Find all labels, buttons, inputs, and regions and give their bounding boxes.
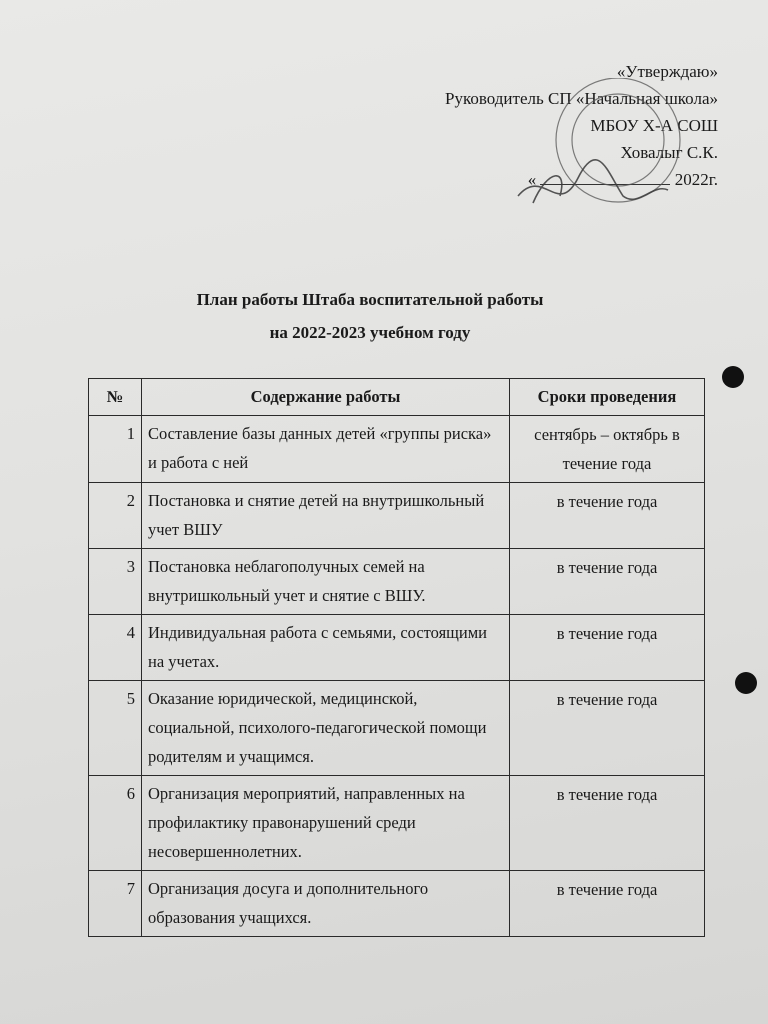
table-row — [89, 483, 705, 549]
row-term: в течение года — [510, 681, 705, 776]
approval-signatory: Ховалыг С.К. — [620, 143, 718, 162]
row-num: 7 — [89, 871, 142, 937]
row-term: в течение года — [510, 871, 705, 937]
header-content: Содержание работы — [142, 379, 510, 416]
school-stamp-seal — [488, 78, 688, 213]
row-content: Постановка неблагополучных семей на внутришкольный учет и снятие с ВШУ. — [142, 549, 510, 615]
row-content: Организация мероприятий, направленных на профилактику правонарушений среди несовершеннолетних. — [142, 776, 510, 871]
table-row — [89, 549, 705, 615]
row-content: Организация досуга и дополнительного образования учащихся. — [142, 871, 510, 937]
table-header-row — [89, 379, 705, 416]
row-term: в течение года — [510, 615, 705, 681]
row-num: 3 — [89, 549, 142, 615]
document-title — [0, 283, 740, 349]
row-content: Оказание юридической, медицинской, социальной, психолого-педагогической помощи родителям и учащимся. — [142, 681, 510, 776]
title-line-2: на 2022-2023 учебном году — [269, 323, 471, 342]
table-row — [89, 681, 705, 776]
row-num: 4 — [89, 615, 142, 681]
header-num: № — [89, 379, 142, 416]
table-row — [89, 776, 705, 871]
row-term: сентябрь – октябрь в течение года — [510, 416, 705, 483]
approval-position: Руководитель СП «Начальная школа» — [445, 89, 718, 108]
header-term: Сроки проведения — [510, 379, 705, 416]
row-num: 6 — [89, 776, 142, 871]
binder-hole-top — [722, 366, 744, 388]
table-row — [89, 416, 705, 483]
title-line-1: План работы Штаба воспитательной работы — [196, 290, 544, 309]
binder-hole-bottom — [735, 672, 757, 694]
row-content: Индивидуальная работа с семьями, состоящими на учетах. — [142, 615, 510, 681]
approval-date-prefix: « — [527, 170, 537, 189]
row-num: 5 — [89, 681, 142, 776]
approval-date-year: 2022г. — [674, 170, 718, 189]
approval-title: «Утверждаю» — [616, 62, 718, 81]
row-num: 2 — [89, 483, 142, 549]
row-term: в течение года — [510, 483, 705, 549]
work-plan-table — [88, 378, 705, 937]
row-term: в течение года — [510, 776, 705, 871]
row-content: Постановка и снятие детей на внутришкольный учет ВШУ — [142, 483, 510, 549]
row-num: 1 — [89, 416, 142, 483]
row-term: в течение года — [510, 549, 705, 615]
approval-school: МБОУ Х-А СОШ — [590, 116, 718, 135]
row-content: Составление базы данных детей «группы риска» и работа с ней — [142, 416, 510, 483]
table-row — [89, 615, 705, 681]
table-row — [89, 871, 705, 937]
